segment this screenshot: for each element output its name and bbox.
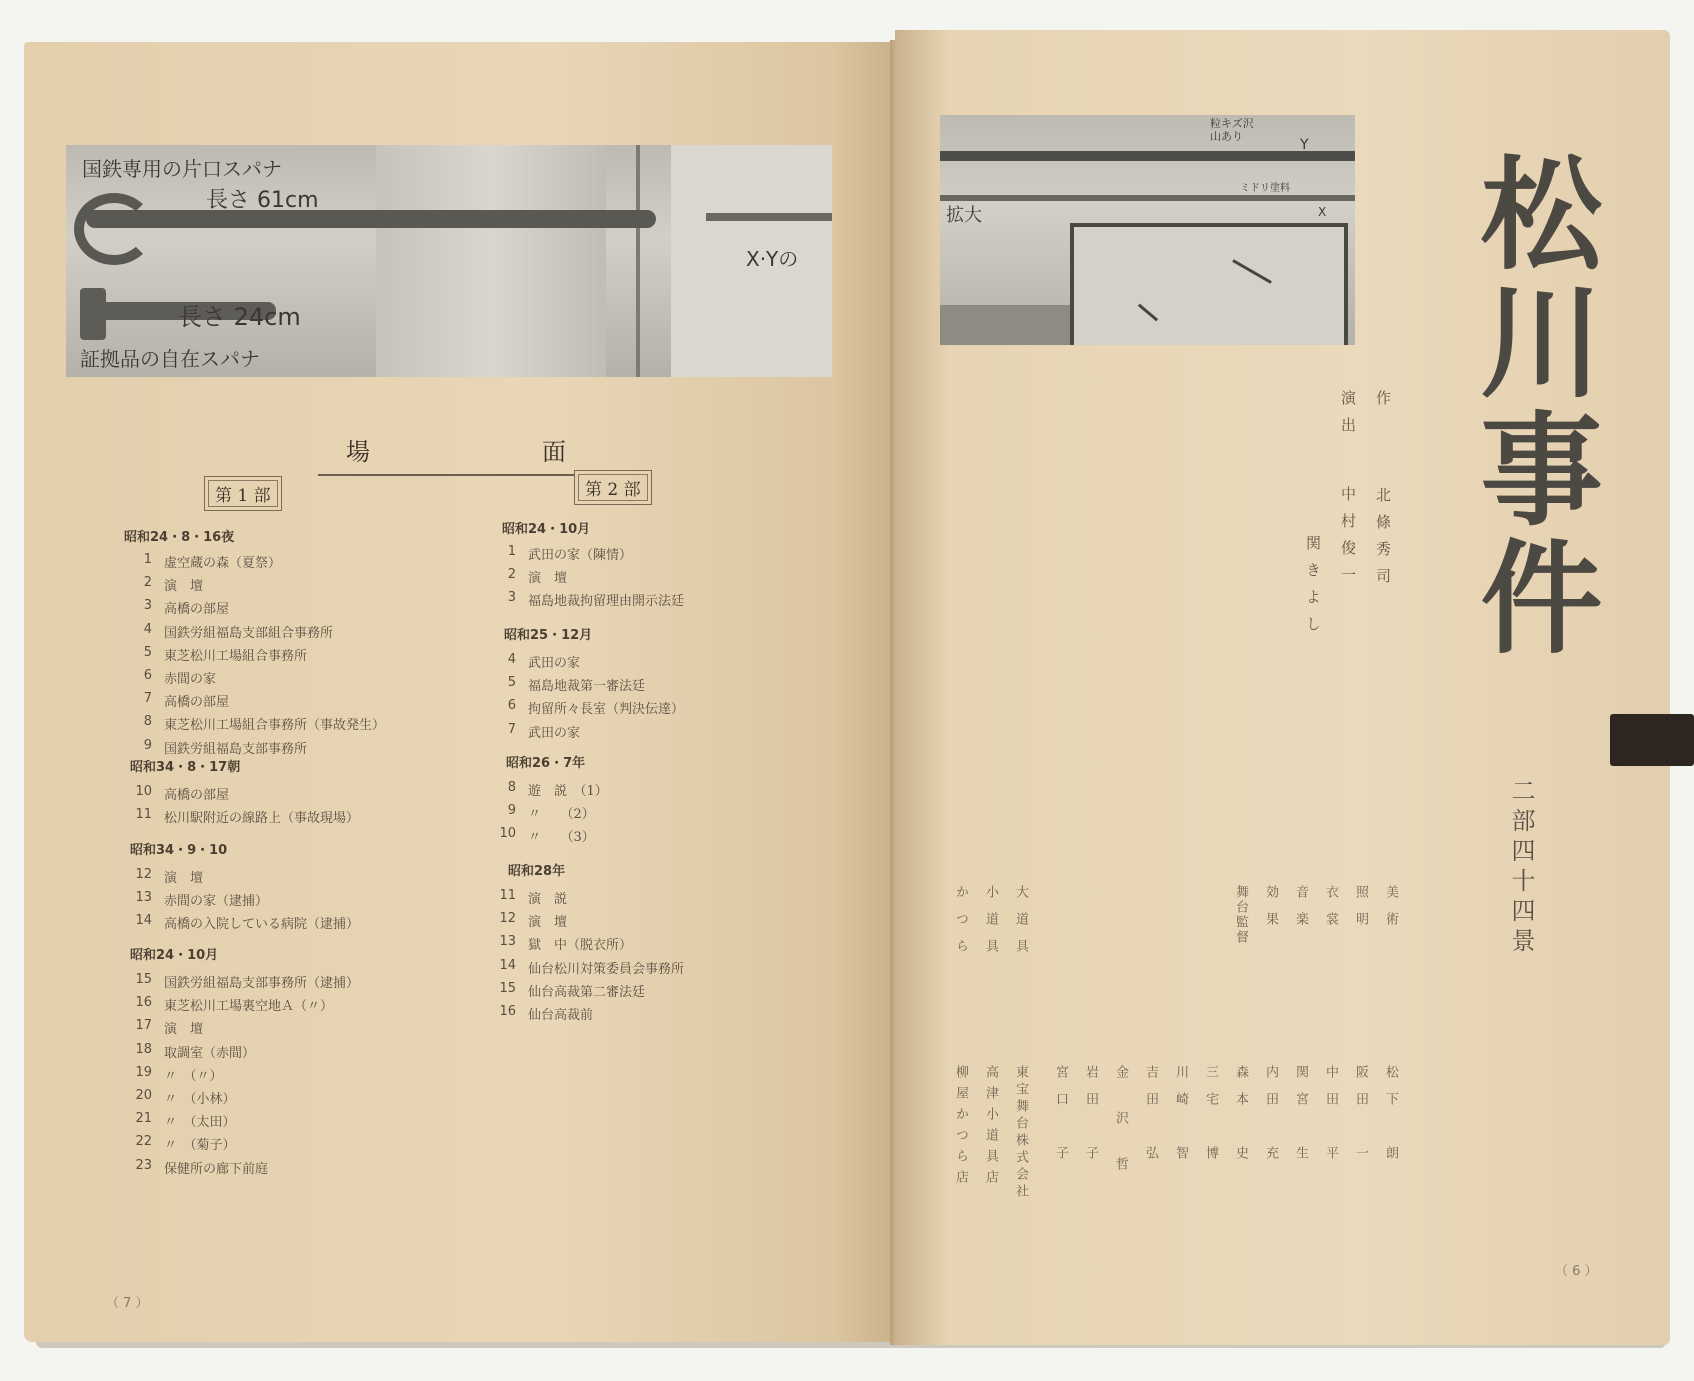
staff-role: 美術 — [1383, 885, 1398, 939]
photo-label-mark-y: Y — [1300, 137, 1309, 153]
staff-name: 柳屋かつら店 — [953, 1065, 968, 1191]
list-item: 17 演 壇 — [135, 1018, 204, 1038]
list-item: 20 〃 （小林） — [135, 1087, 236, 1107]
list-item: 15 仙台高裁第二審法廷 — [499, 980, 646, 1000]
list-item: 2 演 壇 — [507, 567, 568, 587]
list-item: 16 東芝松川工場裏空地Ａ（〃） — [135, 995, 334, 1015]
list-item: 8 東芝松川工場組合事務所（事故発生） — [143, 714, 386, 734]
part1-label: 第 1 部 — [204, 476, 282, 511]
list-item: 10 〃 （3） — [499, 826, 595, 846]
list-item: 22 〃 （菊子） — [135, 1134, 236, 1154]
staff-role: 音楽 — [1293, 885, 1308, 939]
staff-name: 三宅 博 — [1203, 1065, 1218, 1173]
part1-scenes-2 — [124, 784, 359, 830]
list-item: 12 演 壇 — [135, 867, 204, 886]
list-item: 9 国鉄労組福島支部事務所 — [143, 737, 308, 757]
part1-scenes-4 — [124, 972, 359, 1181]
page-number-left: （ 7 ） — [106, 1296, 149, 1311]
list-item: 4 武田の家 — [507, 652, 581, 671]
staff-name: 金 沢 哲 — [1113, 1065, 1128, 1180]
page-number-right: （ 6 ） — [1555, 1264, 1598, 1279]
staff-name: 松下 朗 — [1383, 1065, 1398, 1173]
staff-role: 小道具 — [983, 885, 998, 966]
list-item: 6 拘留所々長室（判決伝達） — [507, 698, 685, 718]
part1-date-1: 昭和24・8・16夜 — [124, 530, 235, 545]
heading-underline — [318, 474, 576, 476]
list-item: 13 赤間の家（逮捕） — [135, 890, 269, 910]
photo-label-mark-x: X — [1318, 205, 1327, 219]
photo-label-top: 国鉄専用の片口スパナ — [82, 157, 282, 181]
list-item: 3 高橋の部屋 — [143, 598, 230, 618]
part2-date-2: 昭和25・12月 — [504, 628, 593, 643]
part2-label: 第 2 部 — [574, 470, 652, 505]
staff-name: 岩田 子 — [1083, 1065, 1098, 1173]
photo-label-line: ミドリ塗料 — [1240, 183, 1290, 194]
photo-label-right: X·Yの — [746, 247, 799, 271]
part2-date-1: 昭和24・10月 — [502, 522, 591, 537]
part2-date-4: 昭和28年 — [508, 864, 566, 879]
staff-role: 舞台監督 — [1233, 885, 1248, 945]
part1-date-3: 昭和34・9・10 — [130, 843, 228, 858]
staff-name: 阪田 一 — [1353, 1065, 1368, 1173]
list-item: 15 国鉄労組福島支部事務所（逮捕） — [135, 972, 360, 991]
list-item: 4 国鉄労組福島支部組合事務所 — [143, 621, 334, 641]
section-heading-left: 場 — [346, 438, 372, 466]
part2-scenes-1 — [488, 544, 684, 614]
list-item: 16 仙台高裁前 — [499, 1003, 594, 1023]
photo-rail-closeup — [940, 115, 1355, 345]
left-page — [24, 42, 904, 1342]
list-item: 3 福島地裁拘留理由開示法廷 — [507, 590, 685, 610]
staff-role: 大道具 — [1013, 885, 1028, 966]
photo-label-zoom: 拡大 — [946, 205, 982, 226]
part2-scenes-4 — [488, 888, 684, 1027]
staff-name: 内田 充 — [1263, 1065, 1278, 1173]
list-item: 2 演 壇 — [143, 575, 204, 595]
staff-role: 衣裳 — [1323, 885, 1338, 939]
list-item: 1 虚空蔵の森（夏祭） — [143, 552, 282, 571]
list-item: 6 赤間の家 — [143, 667, 217, 687]
part2-date-3: 昭和26・7年 — [506, 756, 586, 771]
list-item: 14 仙台松川対策委員会事務所 — [499, 957, 685, 977]
staff-name: 宮口 子 — [1053, 1065, 1068, 1173]
staff-name: 中田 平 — [1323, 1065, 1338, 1173]
staff-name: 川崎 智 — [1173, 1065, 1188, 1173]
list-item: 12 演 壇 — [499, 911, 568, 931]
list-item: 18 取調室（赤間） — [135, 1041, 256, 1061]
photo-label-length-1: 長さ 61cm — [206, 188, 319, 213]
staff-role: 効果 — [1263, 885, 1278, 939]
list-item: 5 東芝松川工場組合事務所 — [143, 644, 308, 664]
staff-name: 森本 史 — [1233, 1065, 1248, 1173]
staff-name: 東宝舞台株式会社 — [1013, 1065, 1028, 1201]
photo-label-length-2: 長さ 24cm — [178, 303, 301, 331]
photo-wrenches — [66, 145, 832, 377]
list-item: 7 武田の家 — [507, 721, 581, 741]
photo-label-note: 粒キズ沢山あり — [1210, 117, 1254, 143]
list-item: 7 高橋の部屋 — [143, 691, 230, 711]
staff-name: 関宮 生 — [1293, 1065, 1308, 1173]
credit-author: 作北條秀司 — [1374, 390, 1392, 595]
list-item: 11 演 説 — [499, 888, 568, 907]
list-item: 19 〃 （〃） — [135, 1064, 223, 1084]
staff-role: かつら — [953, 885, 968, 966]
credit-director-2: 関きよし — [1304, 535, 1322, 643]
part2-scenes-2 — [488, 652, 684, 745]
list-item: 1 武田の家（陳情） — [507, 544, 633, 563]
part1-scenes-1 — [124, 552, 385, 761]
staff-name: 高津小道具店 — [983, 1065, 998, 1191]
staff-role: 照明 — [1353, 885, 1368, 939]
bookmark-tab — [1610, 714, 1694, 766]
play-subtitle: 二部四十四景 — [1507, 778, 1535, 958]
play-title: 松川事件 — [1460, 150, 1602, 662]
list-item: 23 保健所の廊下前庭 — [135, 1157, 269, 1177]
list-item: 8 遊 説 （1） — [507, 780, 608, 799]
list-item: 9 〃 （2） — [507, 803, 595, 823]
list-item: 5 福島地裁第一審法廷 — [507, 675, 646, 695]
list-item: 14 高橋の入院している病院（逮捕） — [135, 913, 360, 933]
part2-scenes-3 — [488, 780, 608, 850]
part1-date-2: 昭和34・8・17朝 — [130, 760, 241, 775]
list-item: 21 〃 （太田） — [135, 1111, 236, 1131]
list-item: 10 高橋の部屋 — [135, 784, 230, 803]
part1-date-4: 昭和24・10月 — [130, 948, 219, 963]
list-item: 13 獄 中（脱衣所） — [499, 934, 633, 954]
section-heading-right: 面 — [542, 438, 568, 466]
staff-name: 吉田 弘 — [1143, 1065, 1158, 1173]
part1-scenes-3 — [124, 867, 359, 937]
photo-label-bottom: 証拠品の自在スパナ — [80, 347, 260, 371]
list-item: 11 松川駅附近の線路上（事故現場） — [135, 807, 360, 827]
credit-director: 演出中村俊一 — [1339, 390, 1357, 594]
